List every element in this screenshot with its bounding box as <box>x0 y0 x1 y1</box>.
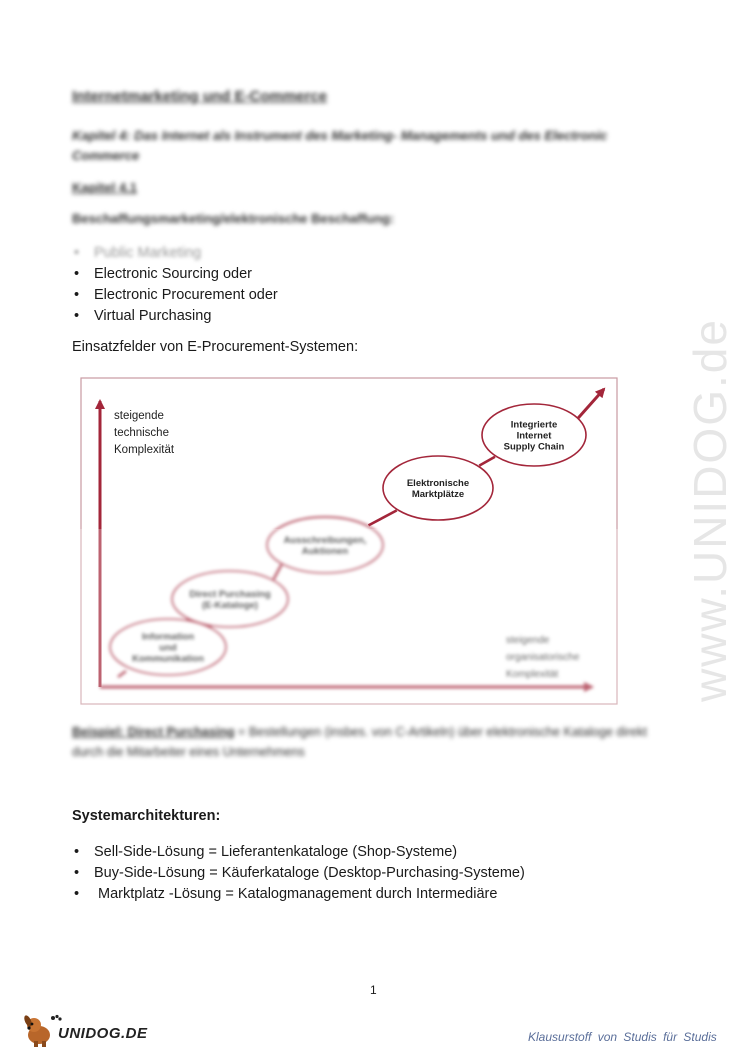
chapter-title: Kapitel 4: Das Internet als Instrument des Marketing- Managements und des Electronic Commerce <box>72 128 608 163</box>
y-axis-label: technische <box>114 427 169 439</box>
list-item-text: Public Marketing <box>94 245 202 261</box>
bullet-dot: • <box>74 865 80 881</box>
bullet-dot: • <box>74 308 80 324</box>
stage-label: Auktionen <box>301 546 349 557</box>
list-item-text: Marktplatz -Lösung = Katalogmanagement durch Intermediäre <box>94 886 498 902</box>
subchapter-label: Kapitel 4.1 <box>72 180 138 195</box>
bullet-dot: • <box>74 266 80 282</box>
stage-label: Kommunikation <box>132 653 204 665</box>
diagram-fade-overlay <box>80 529 618 705</box>
bullet-dot: • <box>74 844 80 860</box>
list-item-text: Sell-Side-Lösung = Lieferantenkataloge (Shop-Systeme) <box>94 844 458 860</box>
list-item-text: Buy-Side-Lösung = Käuferkataloge (Desktop-Purchasing-Systeme) <box>94 865 525 881</box>
stage-label: Supply Chain <box>503 441 565 453</box>
example-label: Beispiel: Direct Purchasing <box>72 725 235 739</box>
system-architecture-list <box>72 842 525 905</box>
progress-arrow <box>578 389 604 418</box>
page-number: 1 <box>370 983 377 997</box>
example-text: = Bestellungen (insbes. von C-Artikeln) über elektronische Kataloge direkt durch die Mitarbeiter eines Unternehmens <box>72 725 647 759</box>
stage-label: und <box>159 642 177 654</box>
watermark-text: www.UNIDOG.de <box>684 318 736 702</box>
list-item <box>72 884 525 905</box>
stage-label: Elektronische <box>406 478 470 489</box>
list-item-text: Electronic Sourcing oder <box>94 266 252 282</box>
stage-connector <box>479 457 495 466</box>
list-item-text: Virtual Purchasing <box>94 308 212 324</box>
logo-text: UNIDOG.DE <box>58 1025 148 1042</box>
list-item <box>72 842 525 863</box>
y-axis-label: Komplexität <box>114 444 175 456</box>
section-subheading: Beschaffungsmarketing/elektronische Beschaffung: <box>72 211 395 226</box>
x-axis-label: organisatorische <box>506 652 580 663</box>
stage-label: Direct Purchasing <box>189 589 271 600</box>
system-architecture-heading: Systemarchitekturen: <box>72 808 221 824</box>
bullet-dot: • <box>74 245 80 261</box>
list-item-text: Electronic Procurement oder <box>94 287 278 303</box>
stage-label: Internet <box>516 430 552 442</box>
list-item <box>72 863 525 884</box>
figure-caption: Einsatzfelder von E-Procurement-Systemen: <box>72 339 359 355</box>
y-axis-label: steigende <box>114 410 164 422</box>
stage-label: Ausschreibungen, <box>283 535 367 546</box>
e-procurement-diagram <box>80 377 618 705</box>
list-item <box>72 306 278 327</box>
stage-label: Marktplätze <box>411 489 465 500</box>
bullet-dot: • <box>74 287 80 303</box>
list-item <box>72 264 278 285</box>
stage-connector <box>369 510 397 525</box>
document-title: Internetmarketing und E-Commerce <box>72 88 328 105</box>
footer-tagline: Klausurstoff von Studis für Studis <box>528 1030 717 1044</box>
stage-label: (E-Kataloge) <box>202 600 258 611</box>
x-axis-label: Komplexität <box>506 669 559 680</box>
list-item <box>72 285 278 306</box>
example-paragraph <box>72 722 672 762</box>
procurement-bullet-list <box>72 243 278 327</box>
stage-label: Information <box>141 631 195 643</box>
stage-label: Integrierte <box>510 419 558 431</box>
list-item <box>72 243 278 264</box>
bullet-dot: • <box>74 886 80 902</box>
x-axis-label: steigende <box>506 635 550 646</box>
